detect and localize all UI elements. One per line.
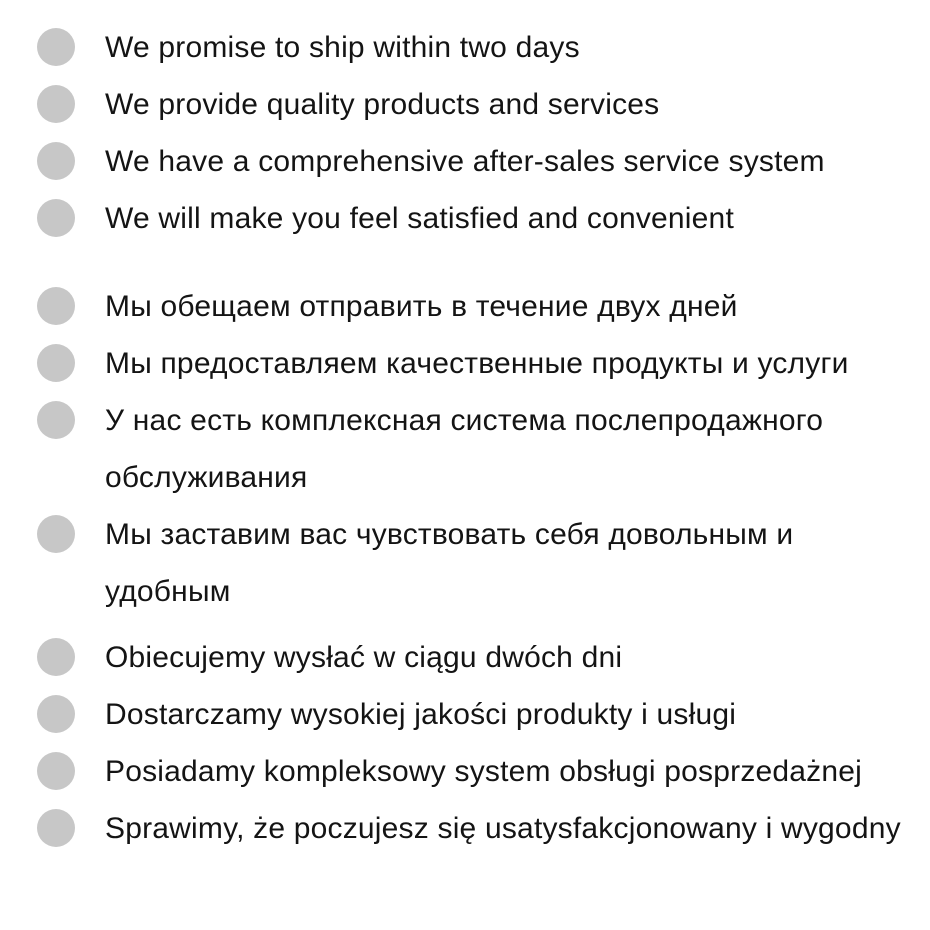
promise-block-english	[37, 19, 930, 247]
list-item-text: Мы обещаем отправить в течение двух дней	[105, 290, 738, 323]
list-item	[37, 76, 930, 133]
list-item-text: У нас есть комплексная система послепродажного обслуживания	[105, 404, 824, 494]
bullet-circle-icon	[37, 28, 75, 66]
list-item-text: Obiecujemy wysłać w ciągu dwóch dni	[105, 641, 623, 674]
bullet-circle-icon	[37, 142, 75, 180]
list-item	[37, 19, 930, 76]
list-item	[37, 629, 930, 686]
list-item	[37, 743, 930, 800]
list-item-text: We provide quality products and services	[105, 88, 660, 121]
list-item-text: Sprawimy, że poczujesz się usatysfakcjonowany i wygodny	[105, 812, 901, 845]
bullet-circle-icon	[37, 515, 75, 553]
bullet-circle-icon	[37, 401, 75, 439]
list-item	[37, 278, 930, 335]
promise-block-polish	[37, 629, 930, 857]
list-item	[37, 506, 930, 620]
bullet-circle-icon	[37, 752, 75, 790]
list-item	[37, 133, 930, 190]
list-item-text: Мы предоставляем качественные продукты и услуги	[105, 347, 849, 380]
list-item-text: Мы заставим вас чувствовать себя довольным и удобным	[105, 518, 794, 608]
bullet-circle-icon	[37, 287, 75, 325]
list-item	[37, 686, 930, 743]
bullet-circle-icon	[37, 199, 75, 237]
list-item	[37, 800, 930, 857]
bullet-circle-icon	[37, 809, 75, 847]
bullet-circle-icon	[37, 695, 75, 733]
list-item-text: We have a comprehensive after-sales service system	[105, 145, 825, 178]
list-item	[37, 335, 930, 392]
list-item-text: Posiadamy kompleksowy system obsługi posprzedażnej	[105, 755, 863, 788]
list-item-text: Dostarczamy wysokiej jakości produkty i usługi	[105, 698, 737, 731]
list-item-text: We promise to ship within two days	[105, 31, 580, 64]
bullet-circle-icon	[37, 85, 75, 123]
bullet-circle-icon	[37, 638, 75, 676]
list-item	[37, 392, 930, 506]
list-item-text: We will make you feel satisfied and convenient	[105, 202, 734, 235]
bullet-circle-icon	[37, 344, 75, 382]
list-item	[37, 190, 930, 247]
promise-block-russian	[37, 278, 930, 620]
